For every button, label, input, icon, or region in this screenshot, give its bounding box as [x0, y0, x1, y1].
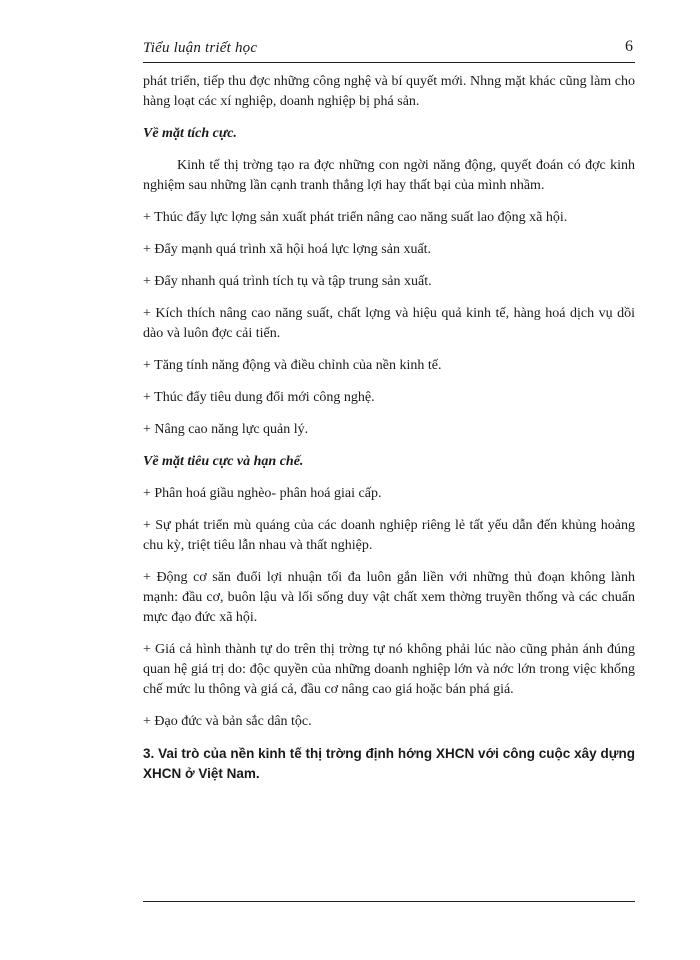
positive-item: + Đẩy mạnh quá trình xã hội hoá lực lợng sản xuất. [143, 242, 432, 257]
negative-item: + Phân hoá giầu nghèo- phân hoá giai cấp. [143, 486, 382, 501]
negative-item: + Động cơ săn đuổi lợi nhuận tối đa luôn gắn liền với những thủ đoạn không lành mạnh: đầu cơ, buôn lậu và lối sống duy vật chất xem thờng truyền thống và các chuẩn mực đạo đức xã hội. [143, 570, 635, 625]
positive-item: + Thúc đẩy lực lợng sản xuất phát triển nâng cao năng suất lao động xã hội. [143, 210, 568, 225]
positive-item: + Tăng tính năng động và điều chỉnh của nền kinh tế. [143, 358, 442, 373]
page-body [143, 72, 635, 784]
negative-item: + Giá cả hình thành tự do trên thị trờng tự nó không phải lúc nào cũng phản ánh đúng quan hệ giá trị do: độc quyền của những doanh nghiệp lớn và nớc lớn trong việc khống chế mức lu thông và giá cả, đầu cơ nâng cao giá hoặc bán phá giá. [143, 642, 635, 697]
negative-item: + Sự phát triển mù quáng của các doanh nghiệp riêng lẻ tất yếu dẫn đến khủng hoảng chu kỳ, triệt tiêu lẫn nhau và thất nghiệp. [143, 518, 635, 553]
positive-item: + Đẩy nhanh quá trình tích tụ và tập trung sản xuất. [143, 274, 432, 289]
section-heading: 3. Vai trò của nền kinh tế thị trờng định hớng XHCN với công cuộc xây dựng XHCN ở Việt Nam. [143, 746, 635, 781]
header-title: Tiểu luận triết học [143, 40, 258, 56]
positive-heading: Về mặt tích cực. [143, 126, 237, 141]
intro-paragraph: Kinh tế thị trờng tạo ra đợc những con ngời năng động, quyết đoán có đợc kinh nghiệm sau những lần cạnh tranh thắng lợi hay thất bại của mình nhầm. [143, 158, 635, 193]
continuation-paragraph: phát triển, tiếp thu đợc những công nghệ và bí quyết mới. Nhng mặt khác cũng làm cho hàng loạt các xí nghiệp, doanh nghiệp bị phá sản. [143, 74, 635, 109]
page-number: 6 [625, 38, 633, 55]
positive-item: + Thúc đẩy tiêu dung đổi mới công nghệ. [143, 390, 375, 405]
footer-rule [143, 901, 635, 902]
page-header [143, 40, 635, 63]
positive-item: + Nâng cao năng lực quản lý. [143, 422, 309, 437]
positive-item: + Kích thích nâng cao năng suất, chất lợng và hiệu quả kinh tế, hàng hoá dịch vụ dồi dào và luôn đợc cải tiến. [143, 306, 635, 341]
negative-item: + Đạo đức và bản sắc dân tộc. [143, 714, 312, 729]
negative-heading: Về mặt tiêu cực và hạn chế. [143, 454, 304, 469]
